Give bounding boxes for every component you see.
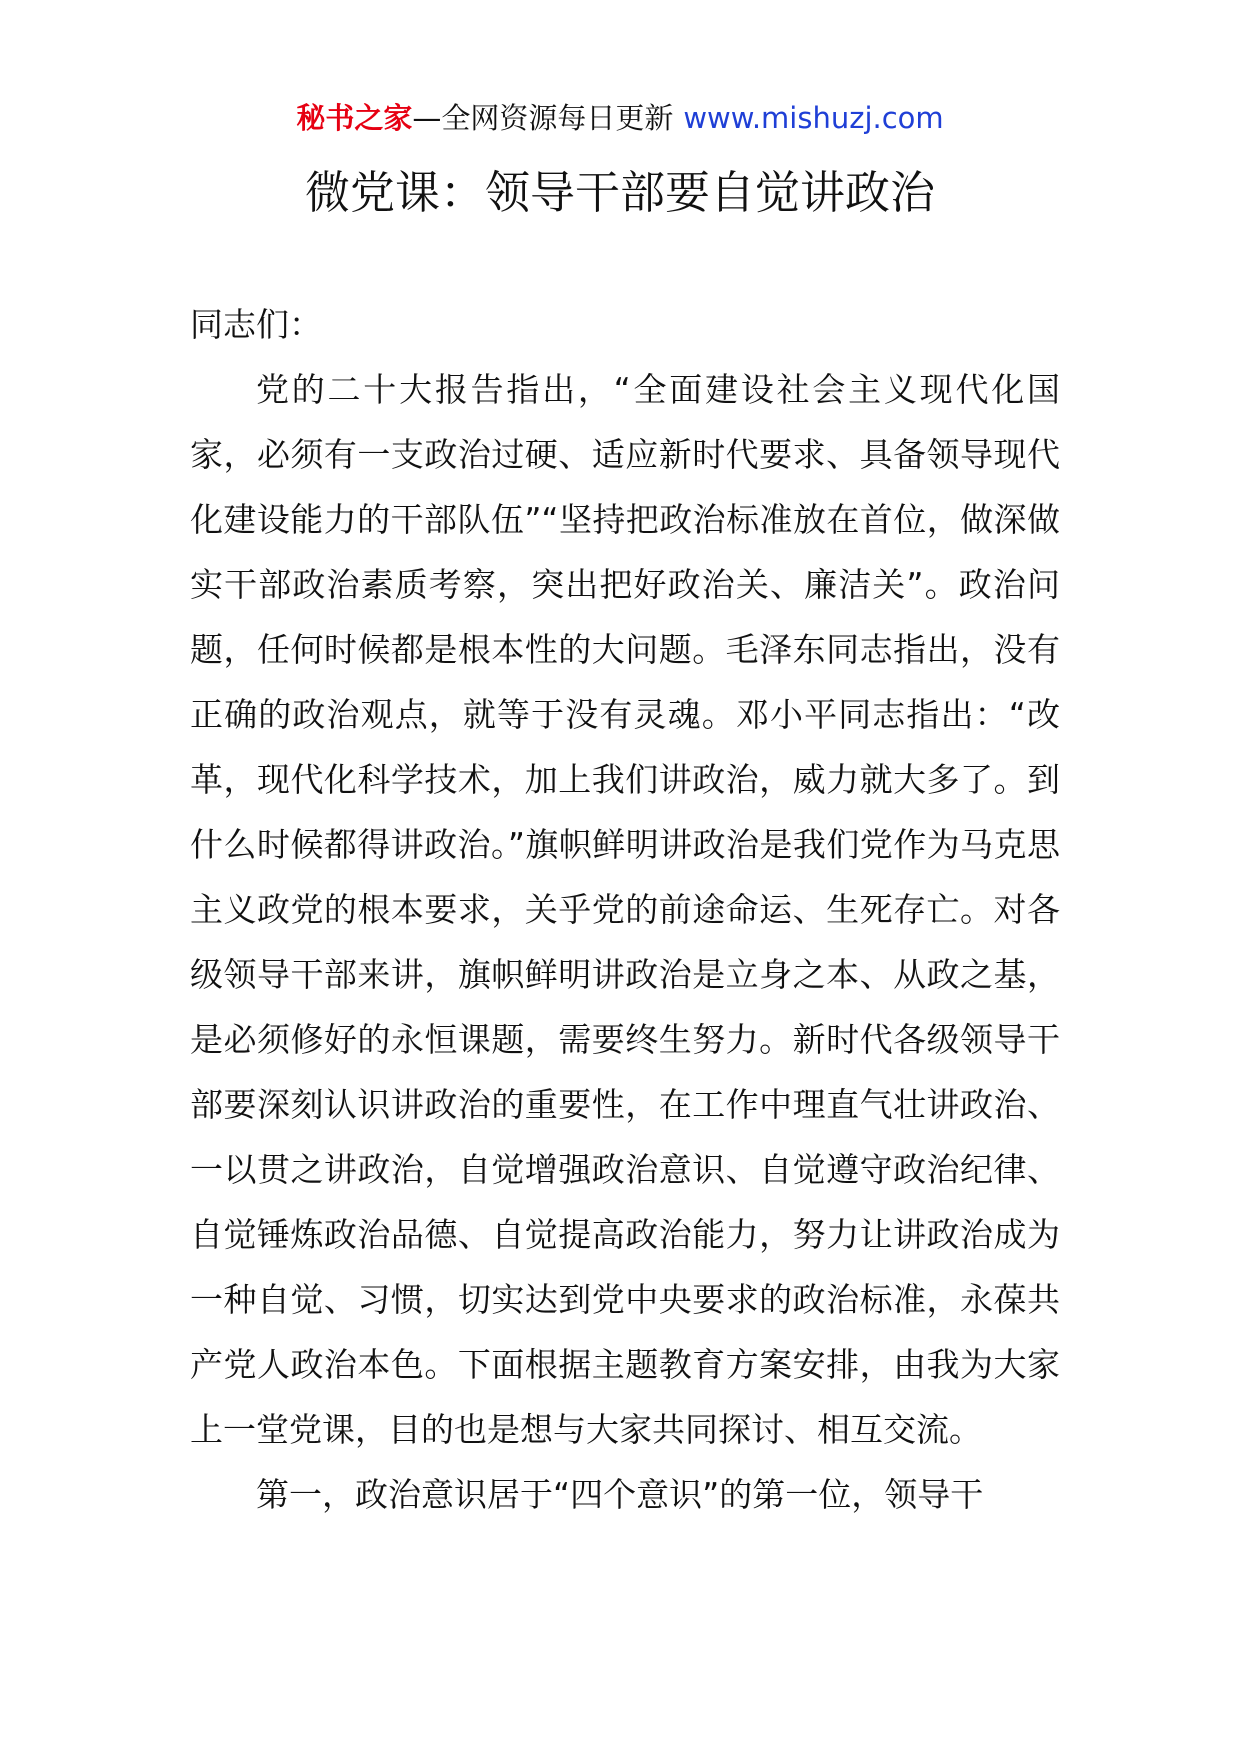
- site-url-link[interactable]: www.mishuzj.com: [683, 101, 944, 135]
- salutation: 同志们：: [190, 305, 322, 344]
- paragraph-first-point: 第一，政治意识居于“四个意识”的第一位，领导干: [256, 1475, 984, 1514]
- paragraph-intro: 党的二十大报告指出，“全面建设社会主义现代化国家，必须有一支政治过硬、适应新时代要求、具备领导现代化建设能力的干部队伍”“坚持把政治标准放在首位，做深做实干部政治素质考察，突出把好政治关、廉洁关”。政治问题，任何时候都是根本性的大问题。毛泽东同志指出，没有正确的政治观点，就等于没有灵魂。邓小平同志指出：“改革，现代化科学技术，加上我们讲政治，威力就大多了。到什么时候都得讲政治。”旗帜鲜明讲政治是我们党作为马克思主义政党的根本要求，关乎党的前途命运、生死存亡。对各级领导干部来讲，旗帜鲜明讲政治是立身之本、从政之基，是必须修好的永恒课题，需要终生努力。新时代各级领导干部要深刻认识讲政治的重要性，在工作中理直气壮讲政治、一以贯之讲政治，自觉增强政治意识、自觉遵守政治纪律、自觉锤炼政治品德、自觉提高政治能力，努力让讲政治成为一种自觉、习惯，切实达到党中央要求的政治标准，永葆共产党人政治本色。下面根据主题教育方案安排，由我为大家上一堂党课，目的也是想与大家共同探讨、相互交流。: [190, 370, 1060, 1449]
- site-slogan: —全网资源每日更新: [412, 101, 674, 135]
- document-body: [190, 292, 1060, 1527]
- site-brand: 秘书之家: [296, 101, 413, 135]
- document-title: 微党课：领导干部要自觉讲政治: [304, 166, 935, 219]
- site-header: [0, 98, 1240, 138]
